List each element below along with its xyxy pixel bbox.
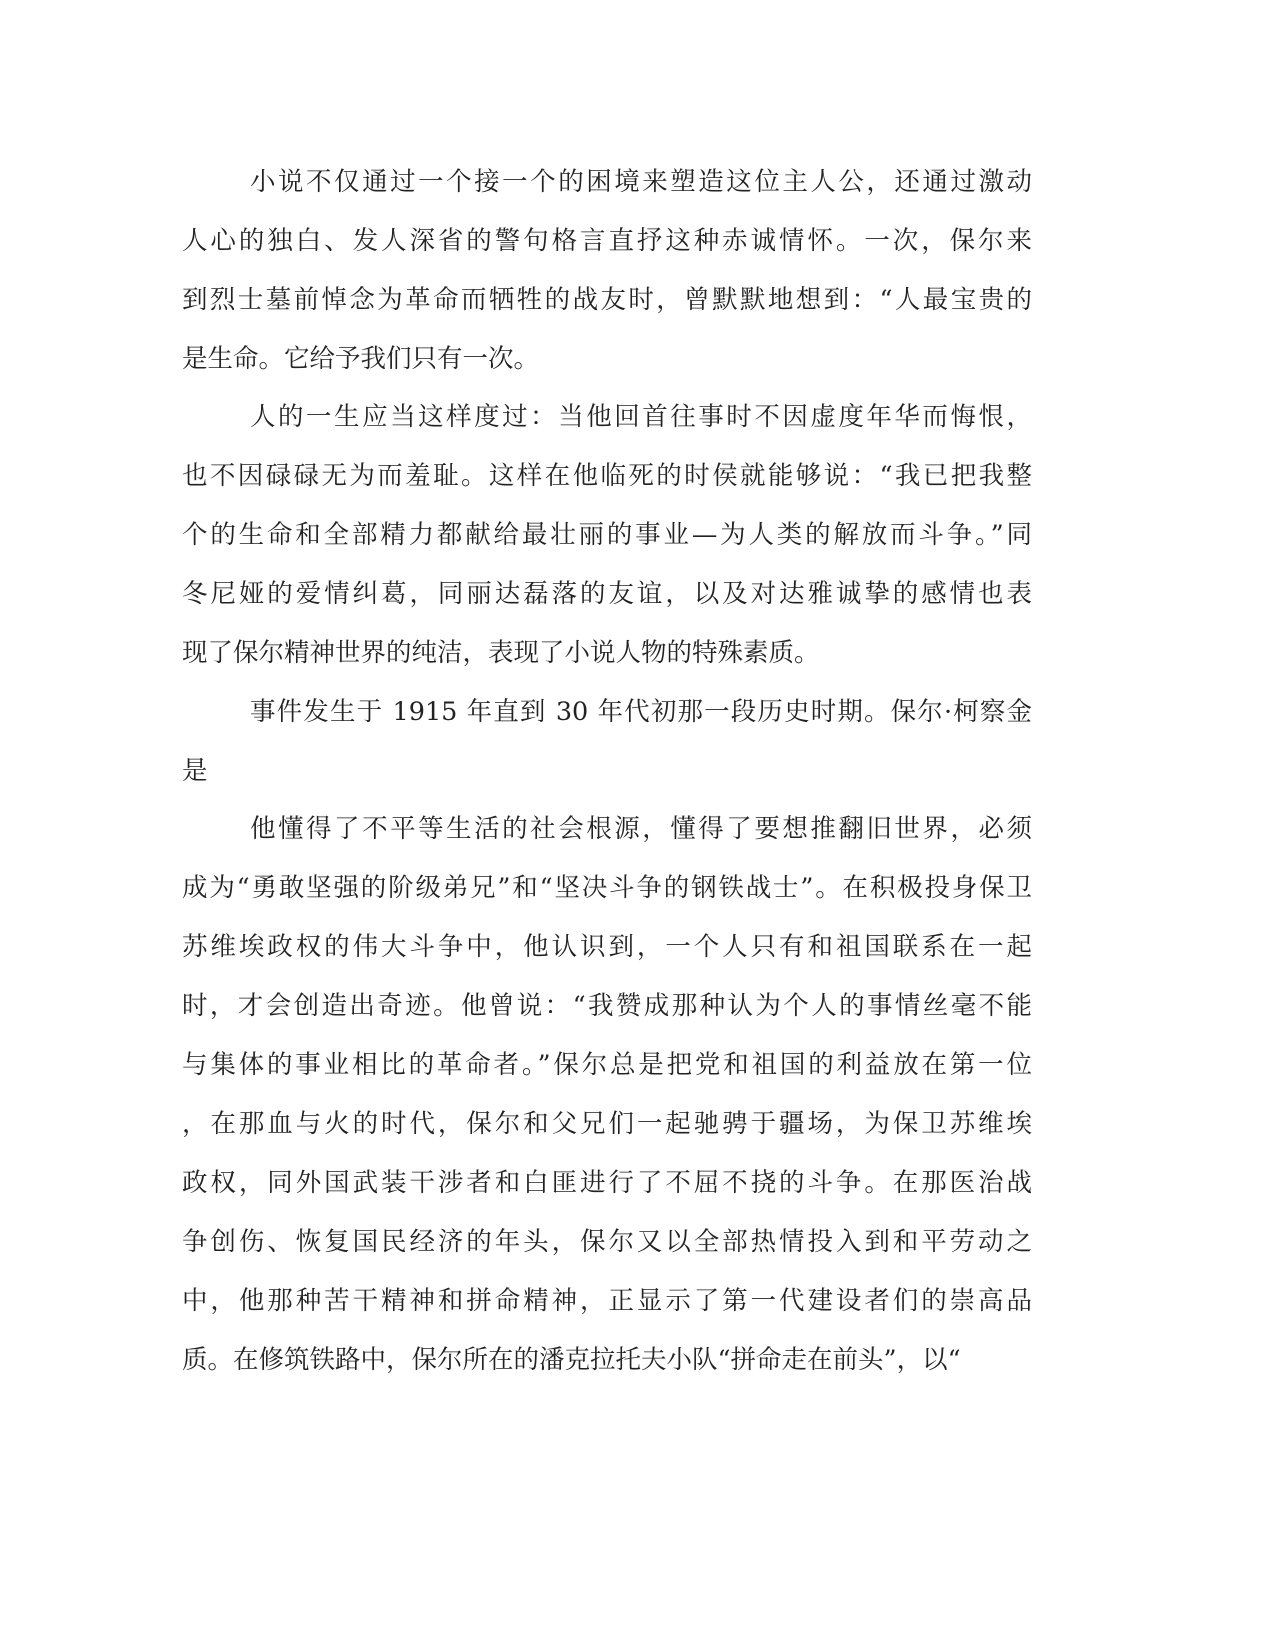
paragraph-line: 现了保尔精神世界的纯洁，表现了小说人物的特殊素质。 xyxy=(182,638,820,668)
paragraph-3 xyxy=(182,683,1032,801)
paragraph-line: 他懂得了不平等生活的社会根源，懂得了要想推翻旧世界，必须 xyxy=(250,814,1032,844)
paragraph-line: 质。在修筑铁路中，保尔所在的潘克拉托夫小队“拼命走在前头”，以“ xyxy=(182,1345,961,1375)
paragraph-4 xyxy=(182,800,1032,1390)
paragraph-line: 与集体的事业相比的革命者。”保尔总是把党和祖国的利益放在第一位 xyxy=(182,1050,1032,1080)
paragraph-line: 中，他那种苦干精神和拼命精神，正显示了第一代建设者们的崇高品 xyxy=(182,1286,1032,1316)
paragraph-line: 是 xyxy=(182,756,208,786)
paragraph-line: 是生命。它给予我们只有一次。 xyxy=(182,344,540,374)
paragraph-line: 小说不仅通过一个接一个的困境来塑造这位主人公，还通过激动 xyxy=(250,167,1032,197)
paragraph-line: 人心的独白、发人深省的警句格言直抒这种赤诚情怀。一次，保尔来 xyxy=(182,226,1032,256)
paragraph-line: 争创伤、恢复国民经济的年头，保尔又以全部热情投入到和平劳动之 xyxy=(182,1227,1032,1257)
paragraph-line: 也不因碌碌无为而羞耻。这样在他临死的时侯就能够说：“我已把我整 xyxy=(182,461,1032,491)
paragraph-line: 事件发生于 1915 年直到 30 年代初那一段历史时期。保尔·柯察金 xyxy=(250,697,1032,727)
paragraph-line: 人的一生应当这样度过：当他回首往事时不因虚度年华而悔恨， xyxy=(250,402,1032,432)
paragraph-1 xyxy=(182,153,1032,389)
paragraph-line: 冬尼娅的爱情纠葛，同丽达磊落的友谊，以及对达雅诚挚的感情也表 xyxy=(182,579,1032,609)
paragraph-line: 成为“勇敢坚强的阶级弟兄”和“坚决斗争的钢铁战士”。在积极投身保卫 xyxy=(182,873,1032,903)
paragraph-line: 个的生命和全部精力都献给最壮丽的事业—为人类的解放而斗争。”同 xyxy=(182,520,1032,550)
document-page xyxy=(182,0,1032,1650)
paragraph-line: 苏维埃政权的伟大斗争中，他认识到，一个人只有和祖国联系在一起 xyxy=(182,932,1032,962)
paragraph-line: 政权，同外国武装干涉者和白匪进行了不屈不挠的斗争。在那医治战 xyxy=(182,1168,1032,1198)
paragraph-line: 到烈士墓前悼念为革命而牺牲的战友时，曾默默地想到：“人最宝贵的 xyxy=(182,285,1032,315)
paragraph-2 xyxy=(182,388,1032,683)
paragraph-line: 时，才会创造出奇迹。他曾说：“我赞成那种认为个人的事情丝毫不能 xyxy=(182,991,1032,1021)
paragraph-line: ，在那血与火的时代，保尔和父兄们一起驰骋于疆场，为保卫苏维埃 xyxy=(182,1109,1032,1139)
